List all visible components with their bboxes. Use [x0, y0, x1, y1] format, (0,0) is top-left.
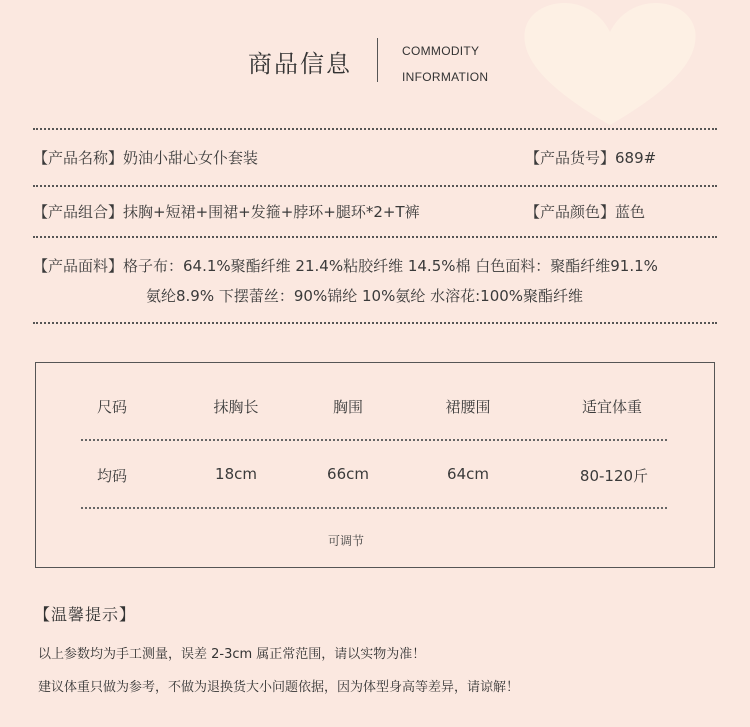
table-cell: 均码: [96, 467, 128, 485]
product-name: 【产品名称】奶油小甜心女仆套装: [33, 149, 259, 167]
subtitle-line1: COMMODITY: [402, 44, 480, 58]
size-table: [35, 362, 715, 568]
divider: [33, 236, 717, 238]
table-header: 抹胸长: [213, 398, 259, 416]
tip-line: 以上参数均为手工测量，误差 2-3cm 属正常范围，请以实物为准！: [38, 647, 426, 662]
table-cell: 64cm: [447, 465, 489, 483]
table-header: 适宜体重: [581, 398, 643, 416]
header-divider: [377, 38, 378, 82]
table-divider: [81, 439, 667, 441]
divider: [33, 322, 717, 324]
table-cell: 80-120斤: [579, 467, 649, 485]
divider: [33, 185, 717, 187]
page-title: 商品信息: [248, 50, 352, 78]
product-code: 【产品货号】689#: [525, 149, 657, 167]
adjustable-note: 可调节: [327, 534, 365, 548]
info-row-fabric: [33, 255, 658, 306]
table-divider: [81, 507, 667, 509]
fabric-line2: 氨纶8.9% 下摆蕾丝：90%锦纶 10%氨纶 水溶花:100%聚酯纤维: [146, 287, 584, 305]
table-header: 尺码: [96, 398, 128, 416]
table-cell: 18cm: [215, 465, 257, 483]
divider: [33, 128, 717, 130]
fabric-line1: 【产品面料】格子布：64.1%聚酯纤维 21.4%粘胶纤维 14.5%棉 白色面料：聚酯纤维91.1%: [33, 257, 658, 275]
product-color: 【产品颜色】蓝色: [525, 203, 646, 221]
section-header: [0, 34, 750, 84]
info-row-combo: [33, 201, 646, 222]
table-header: 裙腰围: [445, 398, 491, 416]
table-header: 胸围: [332, 398, 364, 416]
page-subtitle: [402, 38, 488, 90]
product-combo: 【产品组合】抹胸+短裙+围裙+发箍+脖环+腿环*2+T裤: [33, 203, 420, 221]
tip-line: 建议体重只做为参考，不做为退换货大小问题依据，因为体型身高等差异，请谅解！: [38, 680, 520, 695]
tips-title: 【温馨提示】: [34, 605, 137, 624]
subtitle-line2: INFORMATION: [402, 70, 489, 84]
info-row-name: [33, 147, 657, 168]
table-cell: 66cm: [327, 465, 369, 483]
